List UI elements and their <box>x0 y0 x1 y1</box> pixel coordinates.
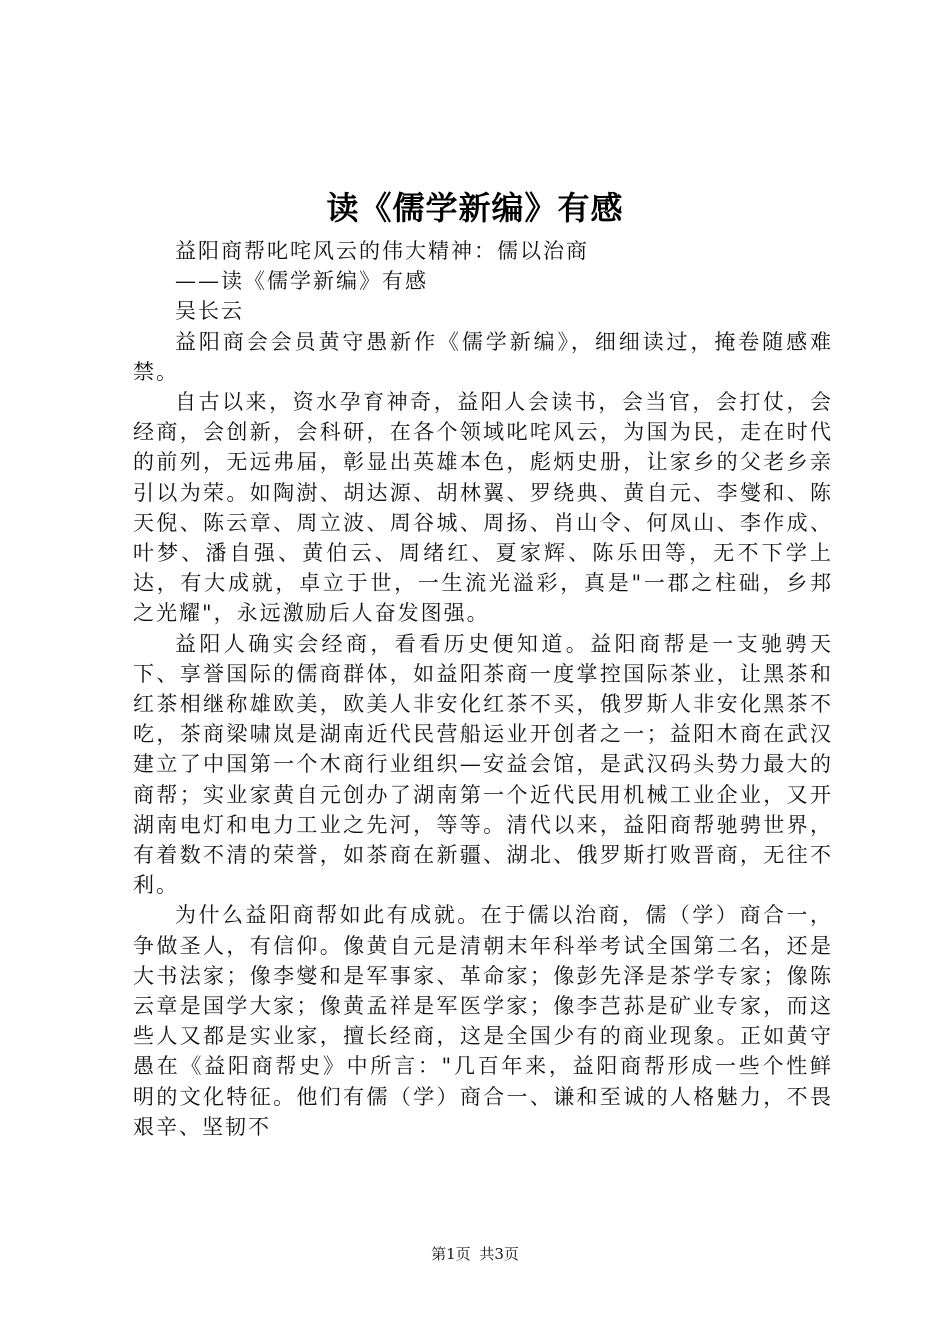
subtitle-line: ——读《儒学新编》有感 <box>175 269 428 294</box>
body-paragraph: 自古以来，资水孕育神奇，益阳人会读书，会当官，会打仗，会经商，会创新，会科研，在各个领域叱咤风云，为国为民，走在时代的前列，无远弗届，彰显出英雄本色，彪炳史册，让家乡的父老乡亲引以为荣。如陶澍、胡达源、胡林翼、罗绕典、黄自元、李燮和、陈天倪、陈云章、周立波、周谷城、周扬、肖山令、何凤山、李作成、叶梦、潘自强、黄伯云、周绪红、夏家辉、陈乐田等，无不下学上达，有大成就，卓立于世，一生流光溢彩，真是"一郡之柱础，乡邦之光耀"，永远激励后人奋发图强。 <box>133 390 833 626</box>
page-total: 共3页 <box>479 1245 519 1263</box>
subtitle-line: 益阳商帮叱咤风云的伟大精神：儒以治商 <box>175 239 589 263</box>
page-footer <box>0 1244 950 1264</box>
body-paragraph: 益阳人确实会经商，看看历史便知道。益阳商帮是一支驰骋天下、享誉国际的儒商群体，如益阳茶商一度掌控国际茶业，让黑茶和红茶相继称雄欧美，欧美人非安化红茶不买，俄罗斯人非安化黑茶不吃，茶商梁啸岚是湖南近代民营船运业开创者之一；益阳木商在武汉建立了中国第一个木商行业组织—安益会馆，是武汉码头势力最大的商帮；实业家黄自元创办了湖南第一个近代民用机械工业企业，又开湖南电灯和电力工业之先河，等等。清代以来，益阳商帮驰骋世界，有着数不清的荣誉，如茶商在新疆、湖北、俄罗斯打败晋商，无往不利。 <box>133 631 833 898</box>
document-title: 读《儒学新编》有感 <box>326 189 624 227</box>
document-body <box>133 236 833 1142</box>
page-number: 第1页 <box>431 1245 471 1263</box>
author-line: 吴长云 <box>175 299 244 324</box>
body-paragraph: 为什么益阳商帮如此有成就。在于儒以治商，儒（学）商合一，争做圣人，有信仰。像黄自元是清朝末年科举考试全国第二名，还是大书法家；像李燮和是军事家、革命家；像彭先泽是茶学专家；像陈云章是国学大家；像黄孟祥是军医学家；像李芑荪是矿业专家，而这些人又都是实业家，擅长经商，这是全国少有的商业现象。正如黄守愚在《益阳商帮史》中所言："几百年来，益阳商帮形成一些个性鲜明的文化特征。他们有儒（学）商合一、谦和至诚的人格魅力，不畏艰辛、坚韧不 <box>133 903 833 1139</box>
body-paragraph: 益阳商会会员黄守愚新作《儒学新编》，细细读过，掩卷随感难禁。 <box>133 329 833 384</box>
